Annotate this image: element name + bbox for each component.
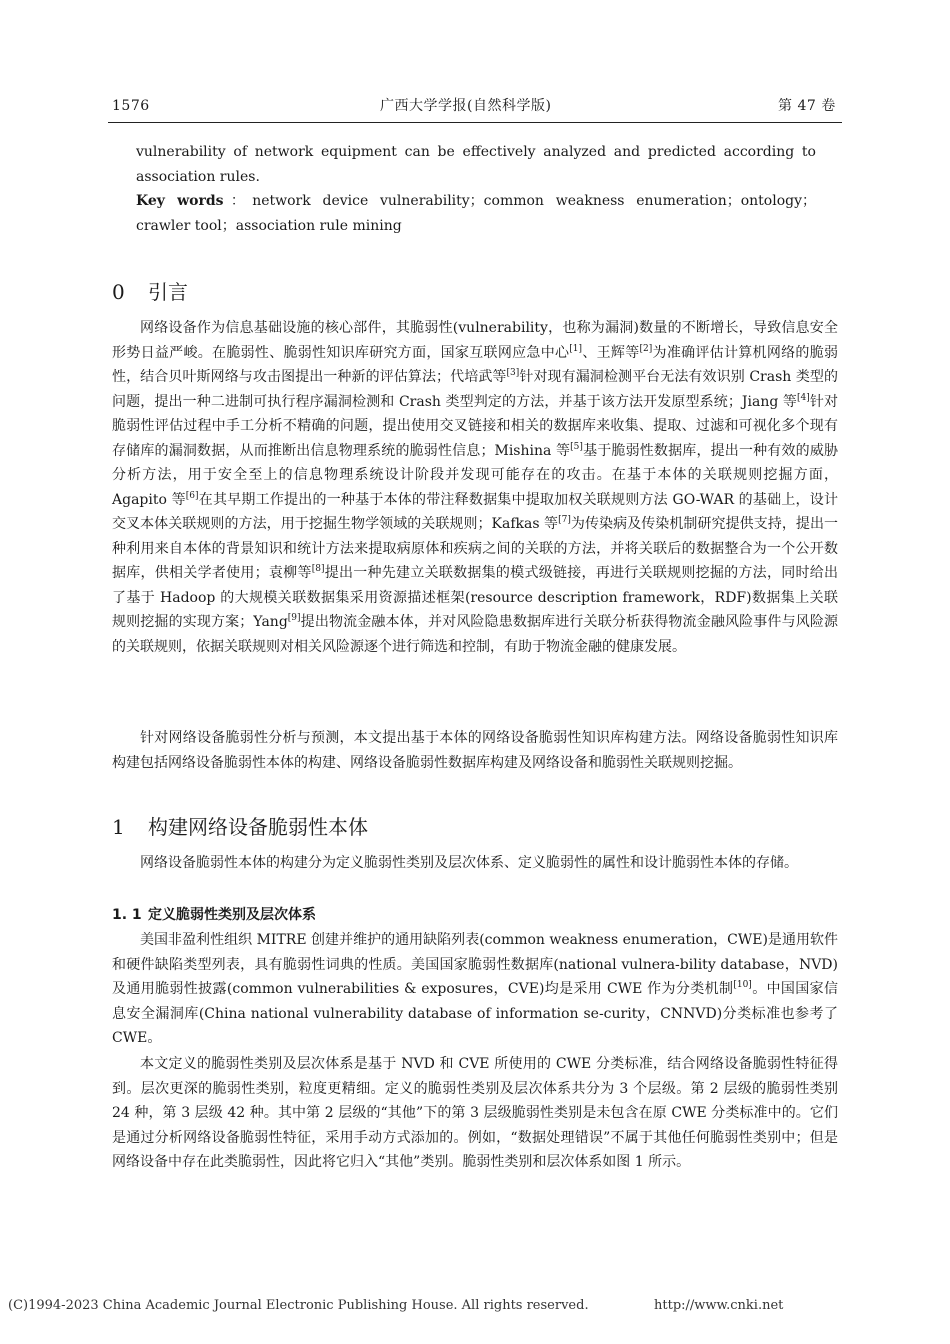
section-number: 1 bbox=[112, 815, 125, 839]
section-title: 构建网络设备脆弱性本体 bbox=[148, 815, 368, 839]
copyright-notice: (C)1994-2023 China Academic Journal Electronic Publishing House. All rights reserved. bbox=[8, 1298, 589, 1313]
header-rule bbox=[108, 122, 842, 123]
section-heading-1 bbox=[112, 813, 368, 841]
citation: [7] bbox=[558, 515, 571, 525]
volume-label: 第 47 卷 bbox=[778, 98, 836, 114]
subsection-number: 1. 1 bbox=[112, 907, 142, 923]
intro-paragraph-1: 网络设备作为信息基础设施的核心部件，其脆弱性(vulnerability，也称为漏洞)数量的不断增长，导致信息安全形势日益严峻。在脆弱性、脆弱性知识库研究方面，国家互联网应急中心[1]、王辉等[2]为准确评估计算机网络的脆弱性，结合贝叶斯网络与攻击图提出一种新的评估算法；代培武等[3]针对现有漏洞检测平台无法有效识别 Crash 类型的问题，提出一种二进制可执行程序漏洞检测和 Crash 类型判定的方法，并基于该方法开发原型系统；Jiang 等[4]针对脆弱性评估过程中手工分析不精确的问题，提出使用交叉链接和相关的数据库来收集、提取、过滤和可视化多个现有存储库的漏洞数据，从而推断出信息物理系统的脆弱性信息；Mishina 等[5]基于脆弱性数据库，提出一种有效的威胁分析方法，用于安全至上的信息物理系统设计阶段并发现可能存在的攻击。在基于本体的关联规则挖掘方面，Agapito 等[6]在其早期工作提出的一种基于本体的带注释数据集中提取加权关联规则方法 GO-WAR 的基础上，设计交叉本体关联规则的方法，用于挖掘生物学领域的关联规则；Kafkas 等[7]为传染病及传染机制研究提供支持，提出一种利用来自本体的背景知识和统计方法来提取病原体和疾病之间的关联的方法，并将关联后的数据整合为一个公开数据库，供相关学者使用；袁柳等[8]提出一种先建立关联数据集的模式级链接，再进行关联规则挖掘的方法，同时给出了基于 Hadoop 的大规模关联数据集采用资源描述框架(resource description framework，RDF)数据集上关联规则挖掘的实现方案；Yang[9]提出物流金融本体，并对风险隐患数据库进行关联分析获得物流金融风险事件与风险源的关联规则，依据关联规则对相关风险源逐个进行筛选和控制，有助于物流金融的健康发展。 bbox=[112, 320, 839, 655]
subsection-title: 定义脆弱性类别及层次体系 bbox=[148, 907, 316, 923]
abstract-tail: vulnerability of network equipment can be effectively analyzed and predicted according to association rules. bbox=[136, 144, 816, 185]
cnki-link[interactable]: http://www.cnki.net bbox=[654, 1298, 784, 1313]
citation: [3] bbox=[506, 368, 520, 378]
intro-paragraph-2: 针对网络设备脆弱性分析与预测，本文提出基于本体的网络设备脆弱性知识库构建方法。网络设备脆弱性知识库构建包括网络设备脆弱性本体的构建、网络设备脆弱性数据库构建及网络设备和脆弱性关联规则挖掘。 bbox=[112, 730, 838, 771]
subsection-paragraph-2: 本文定义的脆弱性类别及层次体系是基于 NVD 和 CVE 所使用的 CWE 分类标准，结合网络设备脆弱性特征得到。层次更深的脆弱性类别，粒度更精细。定义的脆弱性类别及层次体系共分为 3 个层级。第 2 层级的脆弱性类别 24 种，第 3 层级 42 种。其中第 2 层级的“其他”下的第 3 层级脆弱性类别是未包含在原 CWE 分类标准中的。它们是通过分析网络设备脆弱性特征，采用手动方式添加的。例如，“数据处理错误”不属于其他任何脆弱性类别中；但是网络设备中存在此类脆弱性，因此将它归入“其他”类别。脆弱性类别和层次体系如图 1 所示。 bbox=[112, 1056, 838, 1170]
keywords-text: ：network device vulnerability；common weakness enumeration；ontology；crawler tool；association rule mining bbox=[136, 193, 817, 234]
citation: [4] bbox=[797, 392, 810, 403]
citation: [6] bbox=[185, 490, 199, 501]
keywords bbox=[136, 189, 816, 238]
citation: [10] bbox=[733, 980, 752, 990]
subsection-paragraph-1: 美国非盈利性组织 MITRE 创建并维护的通用缺陷列表(common weakness enumeration，CWE)是通用软件和硬件缺陷类型列表，具有脆弱性词典的性质。美国国家脆弱性数据库(national vulnera-bility database，NVD)及通用脆弱性披露(common vulnerabilities & exposures，CVE)均是采用 CWE 作为分类机制[10]。中国国家信息安全漏洞库(China national vulnerability database of information se-curity，CNNVD)分类标准也参考了 CWE。 bbox=[112, 932, 839, 1046]
citation: [9] bbox=[287, 613, 301, 623]
citation: [2] bbox=[639, 343, 653, 354]
keywords-label: Key words bbox=[136, 193, 224, 209]
citation: [5] bbox=[570, 441, 583, 452]
citation: [1] bbox=[569, 343, 583, 354]
subsection-heading-1-1 bbox=[112, 905, 316, 925]
section-heading-0 bbox=[112, 278, 188, 306]
journal-title: 广西大学学报(自然科学版) bbox=[380, 98, 552, 114]
section-number: 0 bbox=[112, 280, 125, 304]
section1-intro: 网络设备脆弱性本体的构建分为定义脆弱性类别及层次体系、定义脆弱性的属性和设计脆弱性本体的存储。 bbox=[140, 855, 798, 871]
section-title: 引言 bbox=[148, 280, 188, 304]
citation: [8] bbox=[311, 564, 325, 574]
page-number: 1576 bbox=[112, 98, 150, 114]
